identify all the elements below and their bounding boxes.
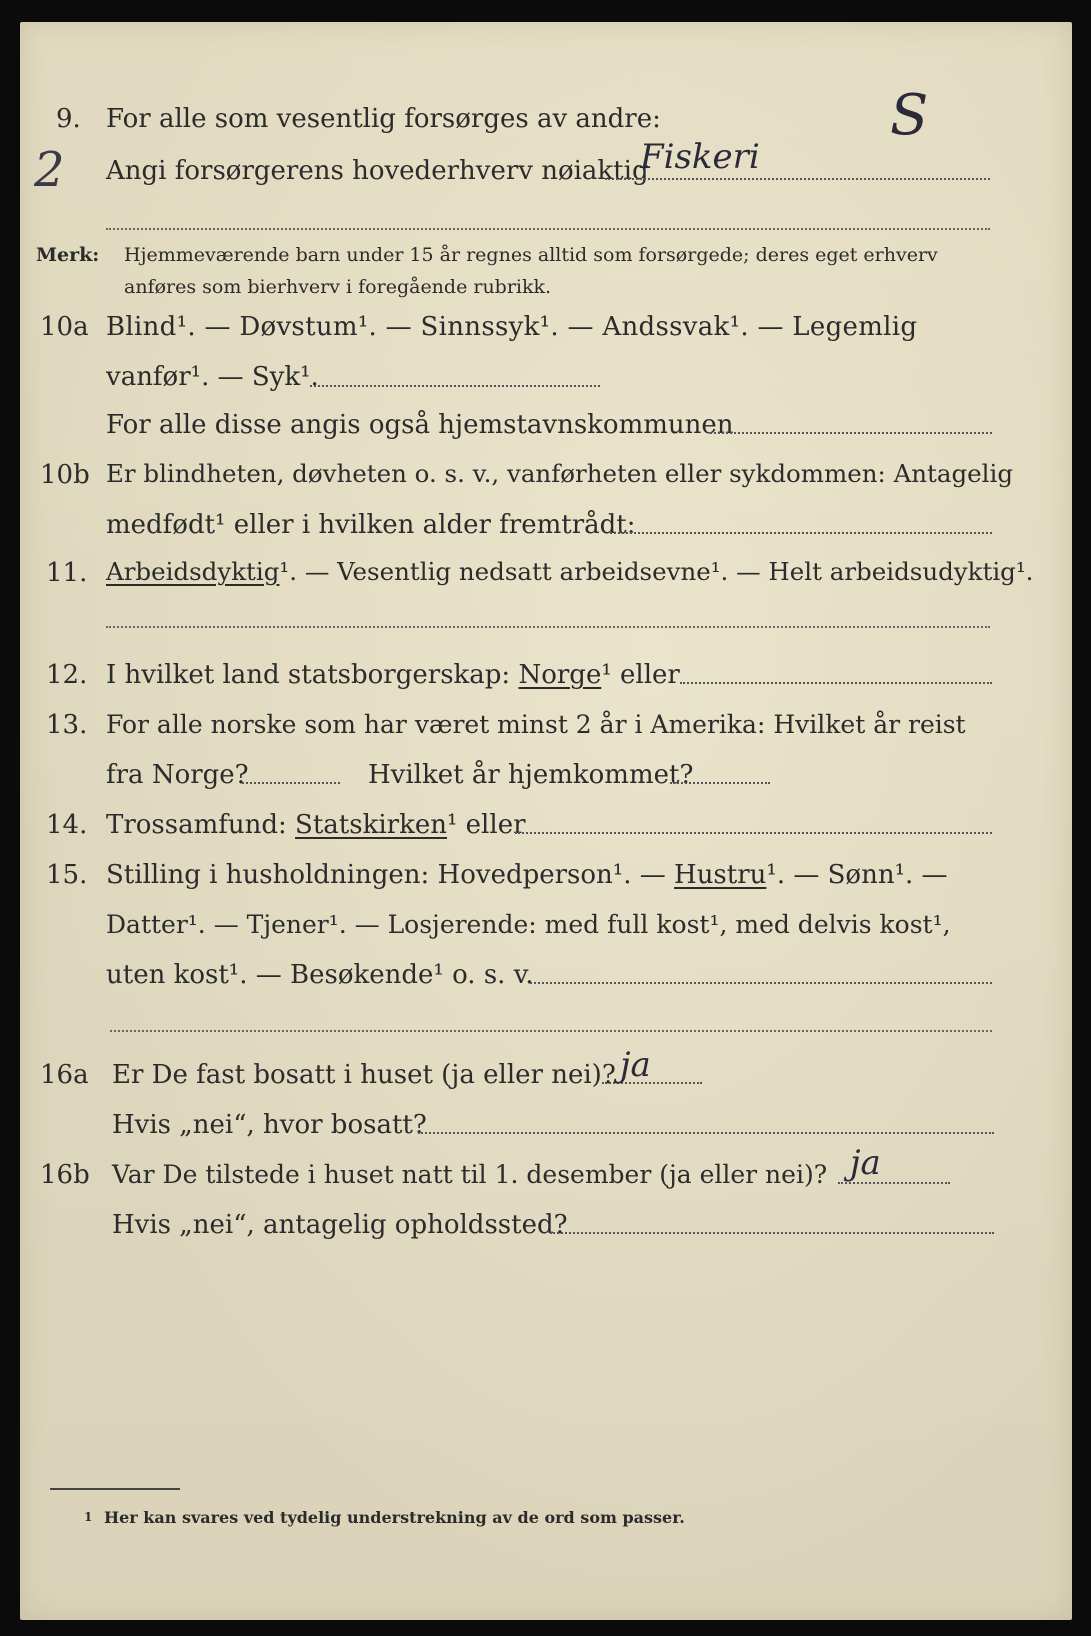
q15-line1a: Stilling i husholdningen: Hovedperson¹. — bbox=[106, 860, 675, 890]
q16a-line1: Er De fast bosatt i huset (ja eller nei)? bbox=[112, 1060, 616, 1090]
q10b-line1: Er blindheten, døvheten o. s. v., vanførheten eller sykdommen: Antagelig bbox=[106, 459, 1014, 488]
q11-extra-line bbox=[106, 626, 990, 628]
q14-pre: Trossamfund: bbox=[106, 810, 296, 840]
q16a-number: 16a bbox=[40, 1060, 89, 1090]
q11-number: 11. bbox=[46, 558, 88, 588]
q15-answer-line bbox=[530, 982, 992, 984]
q10a-number: 10a bbox=[40, 312, 89, 342]
q16b-opholdssted-line bbox=[550, 1232, 994, 1234]
footnote-marker: 1 bbox=[84, 1510, 93, 1524]
q12-selected-option: Norge bbox=[518, 660, 602, 690]
q9-line2: Angi forsørgerens hovederhverv nøiaktig bbox=[106, 156, 649, 186]
merk-label: Merk: bbox=[36, 244, 100, 266]
q15-selected-option: Hustru bbox=[674, 860, 767, 890]
q13-number: 13. bbox=[46, 710, 88, 740]
q10b-number: 10b bbox=[40, 460, 90, 490]
q12-pre: I hvilket land statsborgerskap: bbox=[106, 660, 519, 690]
q10a-line3: For alle disse angis også hjemstavnskommunen bbox=[106, 410, 734, 440]
q13-reist-line bbox=[242, 782, 340, 784]
merk-line2: anføres som bierhverv i foregående rubrikk. bbox=[124, 276, 552, 298]
q11-selected-option: Arbeidsdyktig bbox=[106, 557, 280, 586]
q10a-syk-line bbox=[310, 385, 600, 387]
q14-answer-line bbox=[515, 832, 992, 834]
q16b-answer: ja bbox=[850, 1143, 881, 1183]
q13-line2b: Hvilket år hjemkommet? bbox=[368, 760, 694, 790]
q15-extra-line bbox=[110, 1030, 992, 1032]
q9-answer-line bbox=[605, 178, 990, 180]
q16a-answer: ja bbox=[620, 1045, 651, 1085]
margin-mark: 2 bbox=[34, 142, 65, 198]
q9-answer: Fiskeri bbox=[640, 137, 760, 177]
q10b-line2: medfødt¹ eller i hvilken alder fremtrådt: bbox=[106, 510, 636, 540]
q15-number: 15. bbox=[46, 860, 88, 890]
census-form-page bbox=[20, 22, 1072, 1620]
q9-number: 9. bbox=[56, 104, 81, 134]
q16b-line2: Hvis „nei“, antagelig opholdssted? bbox=[112, 1210, 568, 1240]
q9-answer-mark: S bbox=[890, 83, 929, 148]
q11-line bbox=[106, 557, 1034, 586]
footnote-rule bbox=[50, 1488, 180, 1490]
q16a-answer-line bbox=[602, 1082, 702, 1084]
q16a-line2: Hvis „nei“, hvor bosatt? bbox=[112, 1110, 427, 1140]
q12-post: ¹ eller bbox=[601, 660, 680, 690]
q14-number: 14. bbox=[46, 810, 88, 840]
q16b-number: 16b bbox=[40, 1160, 90, 1190]
q10a-kommune-line bbox=[710, 432, 992, 434]
q14-line bbox=[106, 812, 526, 838]
q15-line1b: ¹. — Sønn¹. — bbox=[766, 860, 948, 890]
q15-line1 bbox=[106, 862, 948, 888]
q12-answer-line bbox=[680, 682, 992, 684]
q14-selected-option: Statskirken bbox=[295, 810, 447, 840]
q12-number: 12. bbox=[46, 660, 88, 690]
q15-line3: uten kost¹. — Besøkende¹ o. s. v. bbox=[106, 960, 534, 990]
q12-line bbox=[106, 662, 680, 688]
q15-line2: Datter¹. — Tjener¹. — Losjerende: med full kost¹, med delvis kost¹, bbox=[106, 910, 951, 939]
q9-extra-line bbox=[106, 228, 990, 230]
q13-line1: For alle norske som har været minst 2 år i Amerika: Hvilket år reist bbox=[106, 710, 966, 739]
q16a-bosatt-line bbox=[418, 1132, 994, 1134]
q13-hjemkommet-line bbox=[670, 782, 770, 784]
q14-post: ¹ eller bbox=[446, 810, 526, 840]
merk-line1: Hjemmeværende barn under 15 år regnes alltid som forsørgede; deres eget erhverv bbox=[124, 244, 938, 266]
q10b-answer-line bbox=[610, 532, 992, 534]
q10a-line1: Blind¹. — Døvstum¹. — Sinnssyk¹. — Andssvak¹. — Legemlig bbox=[106, 312, 918, 342]
q16b-line1: Var De tilstede i huset natt til 1. desember (ja eller nei)? bbox=[112, 1160, 828, 1189]
q13-line2a: fra Norge? bbox=[106, 760, 249, 790]
q11-rest: ¹. — Vesentlig nedsatt arbeidsevne¹. — Helt arbeidsudyktig¹. bbox=[279, 557, 1034, 586]
footnote-text: Her kan svares ved tydelig understrekning av de ord som passer. bbox=[104, 1508, 685, 1527]
q10a-line2: vanfør¹. — Syk¹. bbox=[106, 362, 319, 392]
q9-line1: For alle som vesentlig forsørges av andre: bbox=[106, 104, 661, 134]
